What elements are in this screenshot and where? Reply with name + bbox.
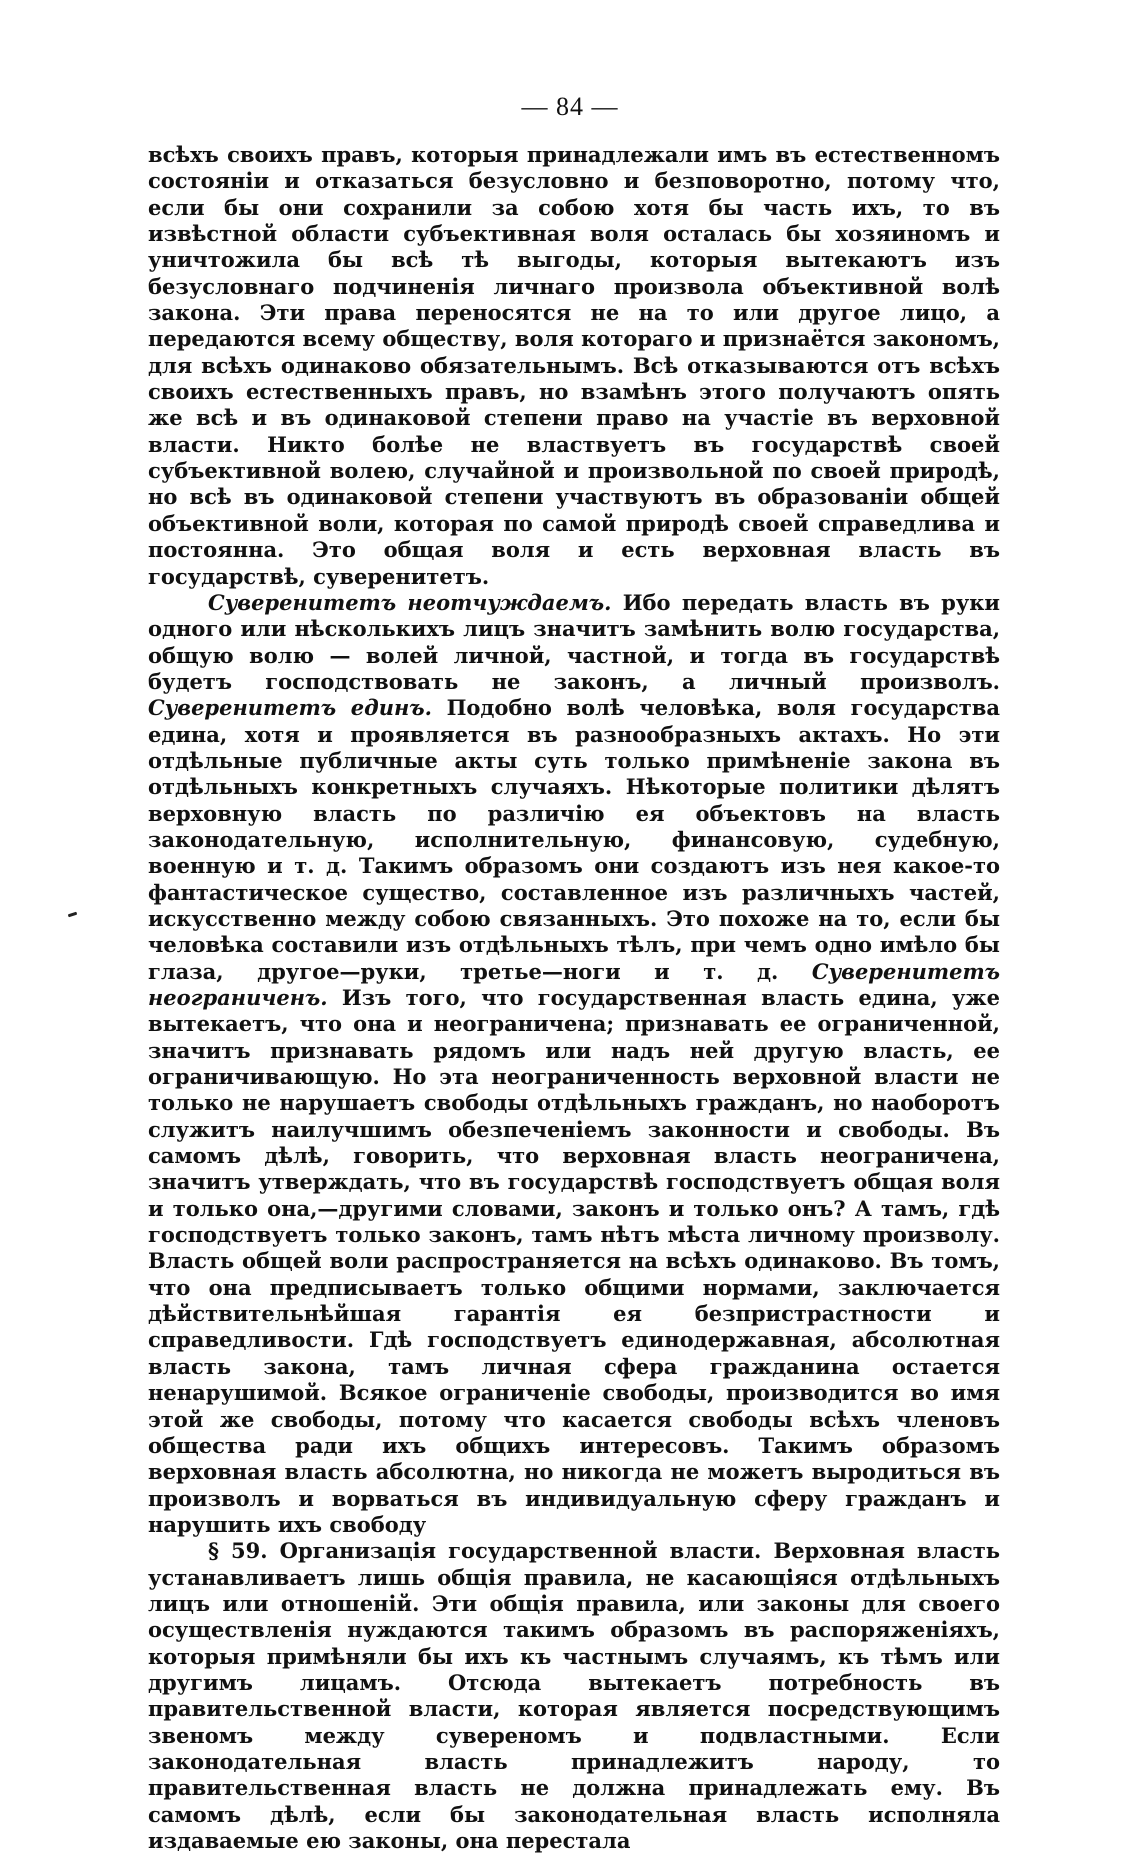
italic-heading: Суверенитетъ неотчуждаемъ. xyxy=(208,589,612,615)
scan-speck xyxy=(68,912,77,918)
page-number: — 84 — xyxy=(521,92,619,121)
italic-heading: Суверенитетъ неограниченъ. xyxy=(148,958,1000,1010)
text-run: Подобно волѣ человѣка, воля государства едина, хотя и проявляется въ разнообразныхъ актахъ. Но эти отдѣльные публичные акты суть только примѣненіе закона въ отдѣльныхъ конкретныхъ случаяхъ. Нѣкоторые политики дѣлятъ верховную власть по различію ея объектовъ на власть законодательную, исполнительную, финансовую, судебную, военную и т. д. Такимъ образомъ они создаютъ изъ нея какое-то фантастическое существо, составленное изъ различныхъ частей, искусственно между собою связанныхъ. Это похоже на то, если бы человѣка составили изъ отдѣльныхъ тѣлъ, при чемъ одно имѣло бы глаза, другое—руки, третье—ноги и т. д. xyxy=(148,695,1000,984)
text-run: Ибо передать власть въ руки одного или нѣсколькихъ лицъ значитъ замѣнить волю государства, общую волю — волей личной, частной, и тогда въ государствѣ будетъ господствовать не законъ, а личный произволъ. xyxy=(148,589,1000,694)
text-run: Изъ того, что государственная власть едина, уже вытекаетъ, что она и неограничена; признавать ее ограниченной, значитъ признавать рядомъ или надъ ней другую власть, ее ограничивающую. Но эта неограниченность верховной власти не только не нарушаетъ свободы отдѣльныхъ гражданъ, но наоборотъ служитъ наилучшимъ обезпеченіемъ законности и свободы. Въ самомъ дѣлѣ, говорить, что верховная власть неограничена, значитъ утверждать, что въ государствѣ господствуетъ общая воля и только она,—другими словами, законъ и только онъ? А тамъ, гдѣ господствуетъ только законъ, тамъ нѣтъ мѣста личному произволу. Власть общей воли распространяется на всѣхъ одинаково. Въ томъ, что она предписываетъ только общими нормами, заключается дѣйствительнѣйшая гарантія ея безпристрастности и справедливости. Гдѣ господствуетъ единодержавная, абсолютная власть закона, тамъ личная сфера гражданина остается ненарушимой. Всякое ограниченіе свободы, производится во имя этой же свободы, потому что касается свободы всѣхъ членовъ общества ради ихъ общихъ интересовъ. Такимъ образомъ верховная власть абсолютна, но никогда не можетъ выродиться въ произволъ и ворваться въ индивидуальную сферу гражданъ и нарушить ихъ свободу xyxy=(148,985,1000,1537)
paragraph xyxy=(148,142,1000,590)
paragraph xyxy=(148,590,1000,1538)
paragraph xyxy=(148,1538,1000,1854)
italic-heading: Суверенитетъ единъ. xyxy=(148,695,432,721)
text-run: Верховная власть устанавливаетъ лишь общія правила, не касающіяся отдѣльныхъ лицъ или отношеній. Эти общія правила, или законы для своего осуществленія нуждаются такимъ образомъ въ распоряженіяхъ, которыя примѣняли бы ихъ къ частнымъ случаямъ, къ тѣмъ или другимъ лицамъ. Отсюда вытекаетъ потребность въ правительственной власти, которая является посредствующимъ звеномъ между сувереномъ и подвластными. Если законодательная власть принадлежитъ народу, то правительственная власть не должна принадлежать ему. Въ самомъ дѣлѣ, если бы законодательная власть исполняла издаваемые ею законы, она перестала xyxy=(148,1538,1000,1853)
section-heading: § 59. Организація государственной власти. xyxy=(208,1538,762,1564)
text-run: всѣхъ своихъ правъ, которыя принадлежали имъ въ естественномъ состояніи и отказаться безусловно и безповоротно, потому что, если бы они сохранили за собою хотя бы часть ихъ, то въ извѣстной области субъективная воля осталась бы хозяиномъ и уничтожила бы всѣ тѣ выгоды, которыя вытекаютъ изъ безусловнаго подчиненія личнаго произвола объективной волѣ закона. Эти права переносятся не на то или другое лицо, а передаются всему обществу, воля котораго и признаётся закономъ, для всѣхъ одинаково обязательнымъ. Всѣ отказываются отъ всѣхъ своихъ естественныхъ правъ, но взамѣнъ этого получаютъ опять же всѣ и въ одинаковой степени право на участіе въ верховной власти. Никто болѣе не властвуетъ въ государствѣ своей субъективной волею, случайной и произвольной по своей природѣ, но всѣ въ одинаковой степени участвуютъ въ образованіи общей объективной воли, которая по самой природѣ своей справедлива и постоянна. Это общая воля и есть верховная власть въ государствѣ, суверенитетъ. xyxy=(148,142,1000,589)
body-text xyxy=(148,142,1000,1854)
